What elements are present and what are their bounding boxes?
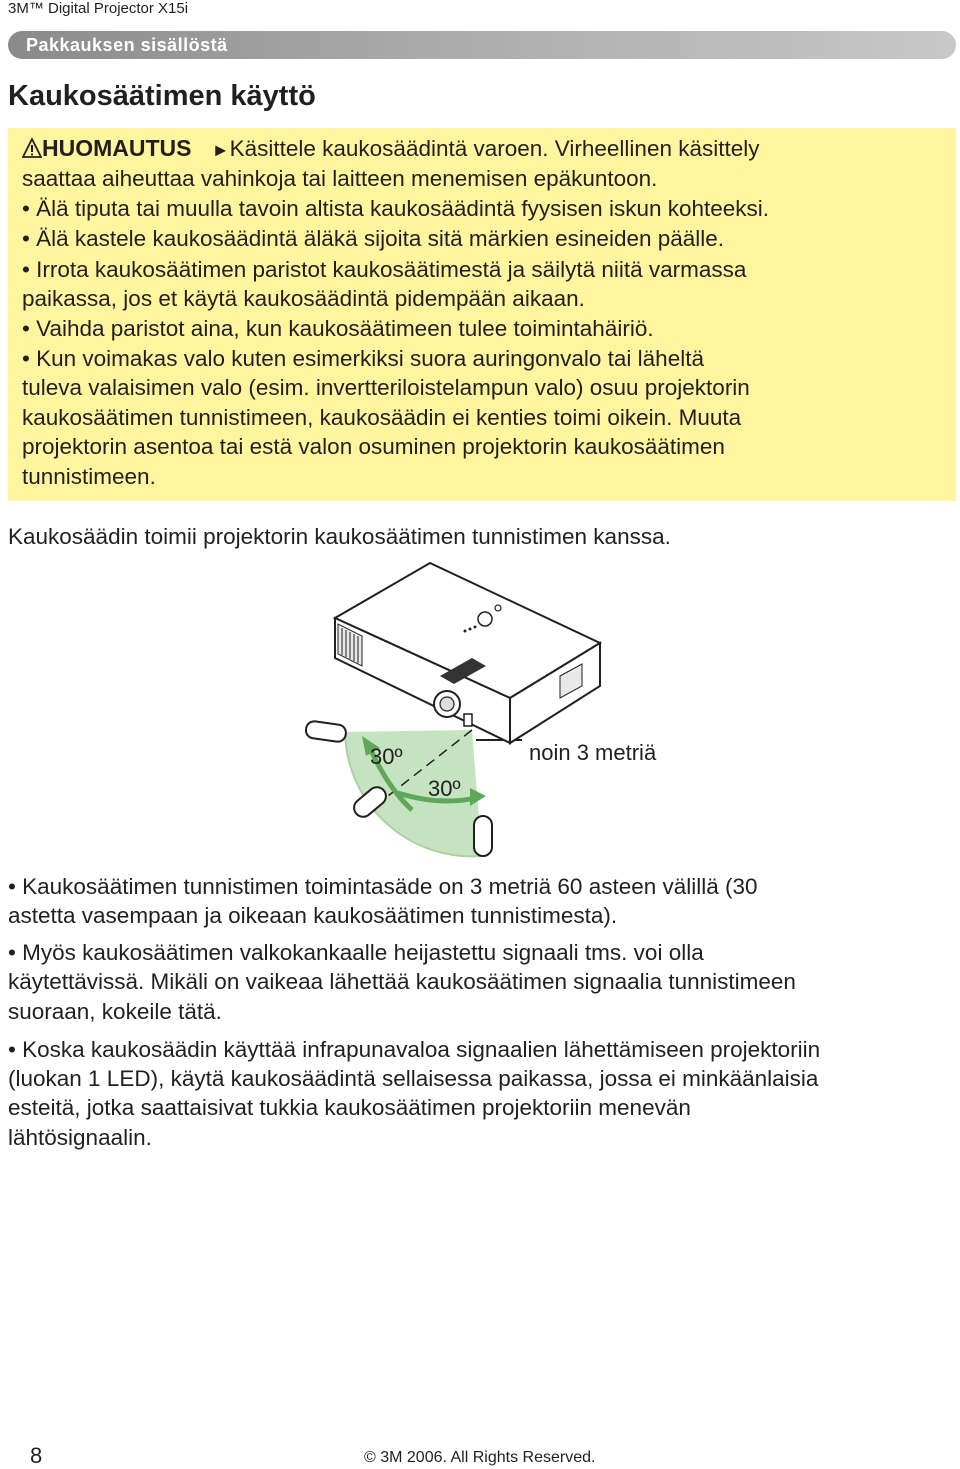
caution-line: paikassa, jos et käytä kaukosäädintä pidempään aikaan. xyxy=(22,286,585,311)
section-bar xyxy=(8,31,956,59)
remote-sensor xyxy=(464,714,472,726)
caution-line: • Vaihda paristot aina, kun kaukosäätimeen tulee toimintahäiriö. xyxy=(22,316,654,341)
remote-range-diagram xyxy=(300,558,700,868)
page-title: Kaukosäätimen käyttö xyxy=(8,80,316,112)
caution-line: kaukosäätimen tunnistimeen, kaukosäädin ei kenties toimi oikein. Muuta xyxy=(22,405,742,430)
caution-label: HUOMAUTUS xyxy=(42,135,192,161)
section-title: Pakkauksen sisällöstä xyxy=(26,35,228,55)
caution-line: tuleva valaisimen valo (esim. invertteriloistelampun valo) osuu projektorin xyxy=(22,375,750,400)
body-line: käytettävissä. Mikäli on vaikeaa lähettää kaukosäätimen signaalia tunnistimeen xyxy=(8,969,796,994)
caution-line: projektorin asentoa tai estä valon osuminen projektorin kaukosäätimen xyxy=(22,434,725,459)
remote-control-icon xyxy=(305,720,347,742)
remote-control-icon xyxy=(474,816,492,856)
angle-right-label: 30º xyxy=(428,776,461,801)
copyright: © 3M 2006. All Rights Reserved. xyxy=(364,1449,596,1466)
caution-box xyxy=(8,128,956,501)
warning-triangle-icon xyxy=(22,138,42,158)
intro-text: Kaukosäädin toimii projektorin kaukosäätimen tunnistimen kanssa. xyxy=(8,524,671,549)
caution-line: tunnistimeen. xyxy=(22,464,156,489)
caution-line: • Älä tiputa tai muulla tavoin altista kaukosäädintä fyysisen iskun kohteeksi. xyxy=(22,196,770,221)
distance-label: noin 3 metriä xyxy=(529,740,657,765)
body-line: suoraan, kokeile tätä. xyxy=(8,999,222,1024)
body-line: (luokan 1 LED), käytä kaukosäädintä sellaisessa paikassa, jossa ei minkäänlaisia xyxy=(8,1066,819,1091)
body-line: • Kaukosäätimen tunnistimen toimintasäde on 3 metriä 60 asteen välillä (30 xyxy=(8,874,758,899)
body-line: • Koska kaukosäädin käyttää infrapunavaloa signaalien lähettämiseen projektoriin xyxy=(8,1037,821,1062)
caution-line: • Älä kastele kaukosäädintä äläkä sijoita sitä märkien esineiden päälle. xyxy=(22,226,725,251)
product-title: 3M™ Digital Projector X15i xyxy=(8,0,189,17)
caution-line: • Kun voimakas valo kuten esimerkiksi suora auringonvalo tai läheltä xyxy=(22,346,704,371)
caution-line: • Irrota kaukosäätimen paristot kaukosäätimestä ja säilytä niitä varmassa xyxy=(22,257,747,282)
caution-text: Käsittele kaukosäädintä varoen. Virheellinen käsittely xyxy=(229,136,760,161)
body-line: • Myös kaukosäätimen valkokankaalle heijastettu signaali tms. voi olla xyxy=(8,940,704,965)
projector-illustration xyxy=(300,558,700,868)
caution-line: saattaa aiheuttaa vahinkoja tai laitteen menemisen epäkuntoon. xyxy=(22,166,658,191)
angle-left-label: 30º xyxy=(370,744,403,769)
body-line: esteitä, jotka saattaisivat tukkia kaukosäätimen projektoriin menevän xyxy=(8,1095,691,1120)
body-line: lähtösignaalin. xyxy=(8,1125,152,1150)
body-line: astetta vasempaan ja oikeaan kaukosäätimen tunnistimesta). xyxy=(8,903,618,928)
page-number: 8 xyxy=(30,1443,43,1468)
caution-line xyxy=(22,134,760,164)
caution-arrow: ► xyxy=(211,140,230,160)
